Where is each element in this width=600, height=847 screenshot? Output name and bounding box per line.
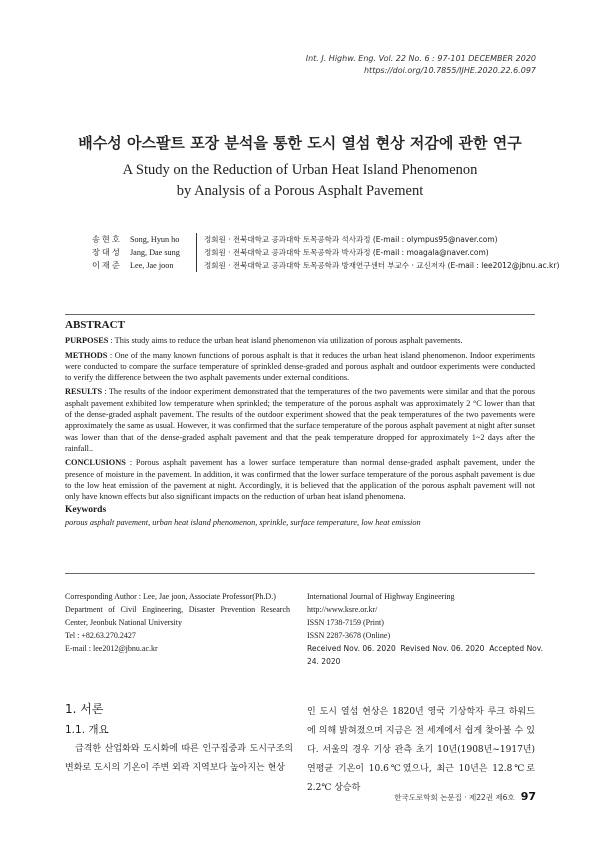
body-text-right: 인 도시 열섬 현상은 1820년 영국 기상학자 루크 하워드에 의해 밝혀졌으며 지금은 전 세계에서 쉽게 찾아볼 수 있다. 서울의 경우 기상 관측 초기 10년(1908년~1917년) 연평균 기온이 10.6℃였으나, 최근 10년은 12.8℃로 2.2℃ 상승하 xyxy=(307,707,535,793)
title-korean: 배수성 아스팔트 포장 분석을 통한 도시 열섬 현상 저감에 관한 연구 xyxy=(78,134,522,152)
conclusions-label: CONCLUSIONS xyxy=(65,458,126,468)
title-english-line-2: by Analysis of a Porous Asphalt Pavement xyxy=(176,183,424,199)
author-name-en: Lee, Jae joon xyxy=(130,261,174,270)
methods-label: METHODS xyxy=(65,350,108,360)
keywords-text: porous asphalt pavement, urban heat island phenomenon, sprinkle, surface temperature, low heat emission xyxy=(65,517,421,527)
corr-line: Corresponding Author : Lee, Jae joon, Associate Professor(Ph.D.) xyxy=(65,592,276,601)
footer-journal: 한국도로학회 논문집 · 제22권 제6호 xyxy=(394,793,515,802)
subsection-heading: 1.1. 개요 xyxy=(65,724,109,736)
corr-line: Department of Civil Engineering, Disaster Prevention Research Center, Jeonbuk National University xyxy=(65,605,290,627)
author-affiliation: 정회원 · 전북대학교 공과대학 토목공학과 석사과정 (E-mail : olympus95@naver.com) xyxy=(204,235,498,244)
journal-name: International Journal of Highway Engineering xyxy=(307,592,455,601)
author-affiliation: 정회원 · 전북대학교 공과대학 토목공학과 박사과정 (E-mail : moagala@naver.com) xyxy=(204,248,489,257)
author-affiliation: 정회원 · 전북대학교 공과대학 토목공학과 방재연구센터 부교수 · 교신저자 (E-mail : lee2012@jbnu.ac.kr) xyxy=(204,261,560,270)
journal-url[interactable]: http://www.ksre.or.kr/ xyxy=(307,605,378,614)
body-text-left: 급격한 산업화와 도시화에 따른 인구집중과 도시구조의 변화로 도시의 기온이 주변 외곽 지역보다 높아지는 현상 xyxy=(65,744,293,773)
author-row xyxy=(92,233,559,246)
corresponding-author xyxy=(65,590,290,655)
abstract-purposes xyxy=(65,335,535,346)
corr-line: E-mail : lee2012@jbnu.ac.kr xyxy=(65,644,158,653)
purposes-label: PURPOSES xyxy=(65,336,109,346)
revised-date: Nov. 06. 2020 xyxy=(432,644,485,653)
author-name-ko: 송현호 xyxy=(92,234,122,244)
abstract-heading: ABSTRACT xyxy=(65,319,125,331)
author-divider xyxy=(196,246,197,259)
page-footer xyxy=(394,790,536,803)
results-label: RESULTS xyxy=(65,387,103,397)
author-divider xyxy=(196,233,197,246)
abstract-methods xyxy=(65,350,535,384)
title-english xyxy=(0,160,600,202)
abstract-conclusions xyxy=(65,457,535,502)
journal-header xyxy=(306,53,536,77)
author-divider xyxy=(196,259,197,272)
divider-top xyxy=(65,314,535,315)
received-label: Received xyxy=(307,644,342,653)
author-row xyxy=(92,246,559,259)
accepted-date: Nov. 24. 2020 xyxy=(307,644,544,666)
revised-label: Revised xyxy=(400,644,430,653)
purposes-text: : This study aims to reduce the urban heat island phenomenon via utilization of porous asphalt pavements. xyxy=(108,336,463,346)
author-name-ko: 장대성 xyxy=(92,247,122,257)
author-name-en: Jang, Dae sung xyxy=(130,248,180,257)
abstract-block xyxy=(65,320,535,528)
citation-line: Int. J. Highw. Eng. Vol. 22 No. 6 : 97-101 DECEMBER 2020 xyxy=(305,54,536,63)
page-number: 97 xyxy=(520,790,536,803)
conclusions-text: : Porous asphalt pavement has a lower surface temperature than normal dense-graded asphalt pavement, under the presence of moisture in the pavement. In addition, it was confirmed that the lower surface temperature of the porous asphalt pavement is due to the low heat emission of the pavement at night. Accordingly, it is believed that the application of the porous asphalt pavement will not only have known effects but also significant impacts on the reduction of urban heat island phenomena. xyxy=(65,458,535,502)
abstract-results xyxy=(65,386,535,454)
results-text: : The results of the indoor experiment demonstrated that the temperatures of the two pavements were similar and that the porous asphalt pavement exhibited low temperature when sprinkled; the temperature of the porous asphalt was approximately 2 °C lower than that of the dense-graded asphalt pavement. The results of the outdoor experiment showed that the peak temperatures of the two pavements were approximately the same as usual. However, it was confirmed that the surface temperature of the porous asphalt pavement at night after sunset was lower than that of the dense-graded asphalt pavement and that the peak temperature dropped for approximately 1~2 days after the rainfall.. xyxy=(65,387,535,453)
journal-info xyxy=(307,590,547,668)
corr-line: Tel : +82.63.270.2427 xyxy=(65,631,136,640)
issn-print: ISSN 1738-7159 (Print) xyxy=(307,618,384,627)
issn-online: ISSN 2287-3678 (Online) xyxy=(307,631,391,640)
section-heading: 1. 서론 xyxy=(65,702,104,716)
author-name-ko: 이재준 xyxy=(92,260,122,270)
methods-text: : One of the many known functions of porous asphalt is that it reduces the urban heat island phenomenon. Indoor experiments were conducted to compare the surface temperature of sprinkled dense-graded and porous asphalt and outdoor experiments were conducted to verify the difference between the two asphalt pavements under external conditions. xyxy=(65,350,535,383)
doi-line: https://doi.org/10.7855/IJHE.2020.22.6.097 xyxy=(363,66,536,75)
keywords-heading: Keywords xyxy=(65,505,107,516)
divider-bottom xyxy=(65,573,535,574)
received-date: Nov. 06. 2020 xyxy=(343,644,396,653)
author-name-en: Song, Hyun ho xyxy=(130,235,180,244)
author-row xyxy=(92,259,559,272)
author-list xyxy=(92,233,559,272)
accepted-label: Accepted xyxy=(489,644,525,653)
review-dates xyxy=(307,642,547,668)
title-english-line-1: A Study on the Reduction of Urban Heat Island Phenomenon xyxy=(122,162,478,178)
